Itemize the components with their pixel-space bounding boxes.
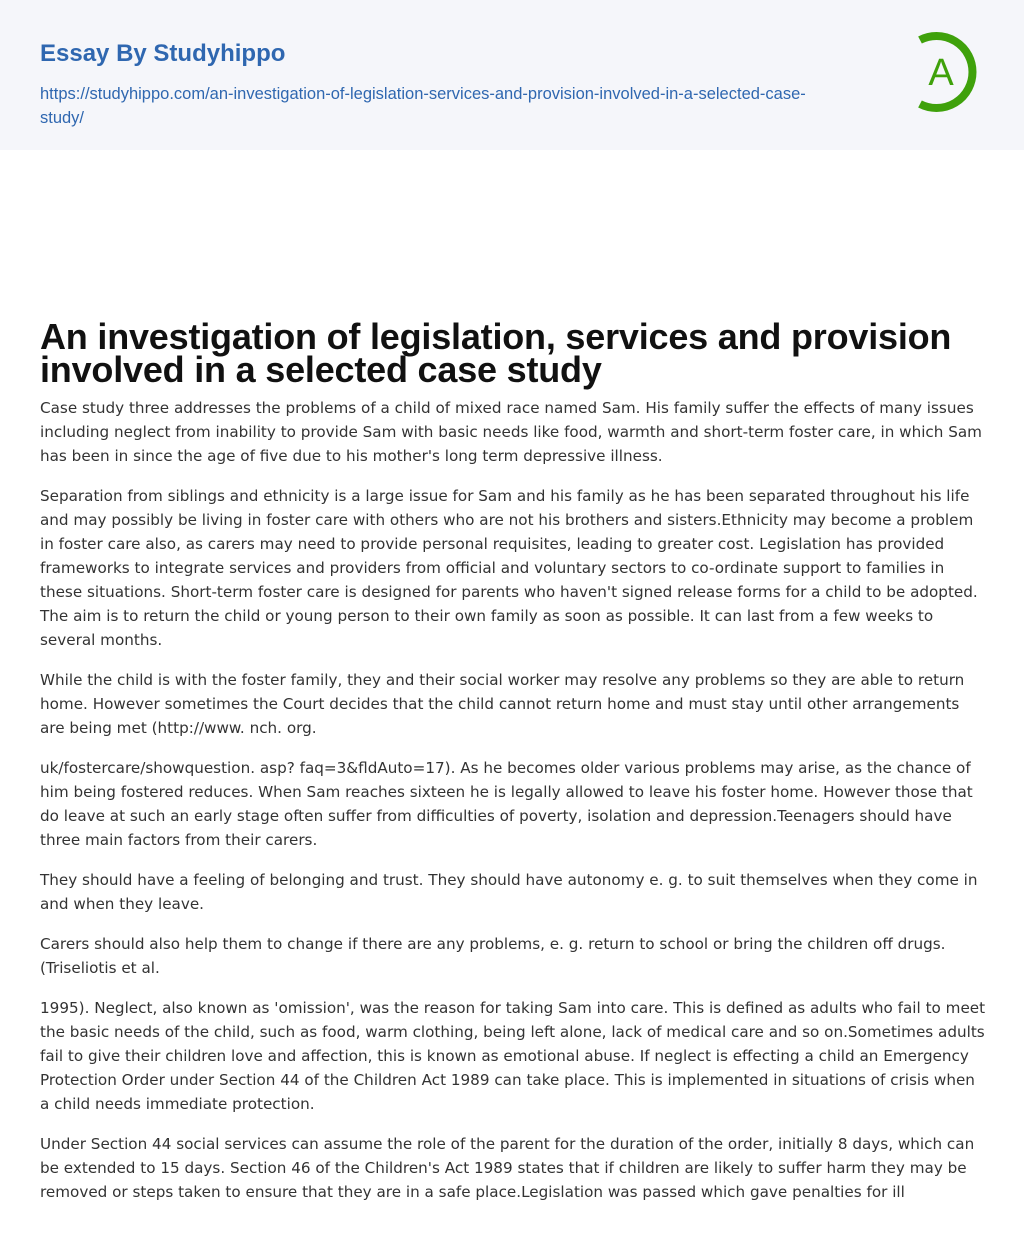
article-body xyxy=(0,386,1024,1260)
paragraph: 1995). Neglect, also known as 'omission', was the reason for taking Sam into care. This is defined as adults who fail to meet the basic needs of the child, such as food, warm clothing, being left alone, lack of medical care and so on.Sometimes adults fail to give their children love and affection, this is known as emotional abuse. If neglect is effecting a child an Emergency Protection Order under Section 44 of the Children Act 1989 can take place. This is implemented in situations of crisis when a child needs immediate protection. xyxy=(40,999,986,1113)
article-title: An investigation of legislation, services and provision involved in a selected case study xyxy=(40,316,952,390)
studyhippo-logo-icon xyxy=(912,30,986,114)
brand-name: Essay By Studyhippo xyxy=(40,40,286,67)
svg-text:A: A xyxy=(928,52,954,94)
site-header xyxy=(0,0,1024,150)
paragraph: Carers should also help them to change if there are any problems, e. g. return to school or bring the children off drugs. (Triseliotis et al. xyxy=(40,935,946,977)
paragraph: Case study three addresses the problems of a child of mixed race named Sam. His family suffer the effects of many issues including neglect from inability to provide Sam with basic needs like food, warmth and short-term foster care, in which Sam has been in since the age of five due to his mother's long term depressive illness. xyxy=(40,399,982,465)
paragraph: They should have a feeling of belonging and trust. They should have autonomy e. g. to suit themselves when they come in and when they leave. xyxy=(40,871,978,913)
paragraph: Under Section 44 social services can assume the role of the parent for the duration of the order, initially 8 days, which can be extended to 15 days. Section 46 of the Children's Act 1989 states that if children are likely to suffer harm they may be removed or steps taken to ensure that they are in a safe place.Legislation was passed which gave penalties for ill xyxy=(40,1135,975,1201)
article-url-link[interactable]: https://studyhippo.com/an-investigation-of-legislation-services-and-provision-involved-in-a-selected-case-study/ xyxy=(40,85,806,127)
paragraph: uk/fostercare/showquestion. asp? faq=3&fldAuto=17). As he becomes older various problems may arise, as the chance of him being fostered reduces. When Sam reaches sixteen he is legally allowed to leave his foster home. However those that do leave at such an early stage often suffer from difficulties of poverty, isolation and depression.Teenagers should have three main factors from their carers. xyxy=(40,759,973,849)
paragraph: While the child is with the foster family, they and their social worker may resolve any problems so they are able to return home. However sometimes the Court decides that the child cannot return home and must stay until other arrangements are being met (http://www. nch. org. xyxy=(40,671,965,737)
paragraph: Separation from siblings and ethnicity is a large issue for Sam and his family as he has been separated throughout his life and may possibly be living in foster care with others who are not his brothers and sisters.Ethnicity may become a problem in foster care also, as carers may need to provide personal requisites, leading to greater cost. Legislation has provided frameworks to integrate services and providers from official and voluntary sectors to co-ordinate support to families in these situations. Short-term foster care is designed for parents who haven't signed release forms for a child to be adopted. The aim is to return the child or young person to their own family as soon as possible. It can last from a few weeks to several months. xyxy=(40,487,978,649)
